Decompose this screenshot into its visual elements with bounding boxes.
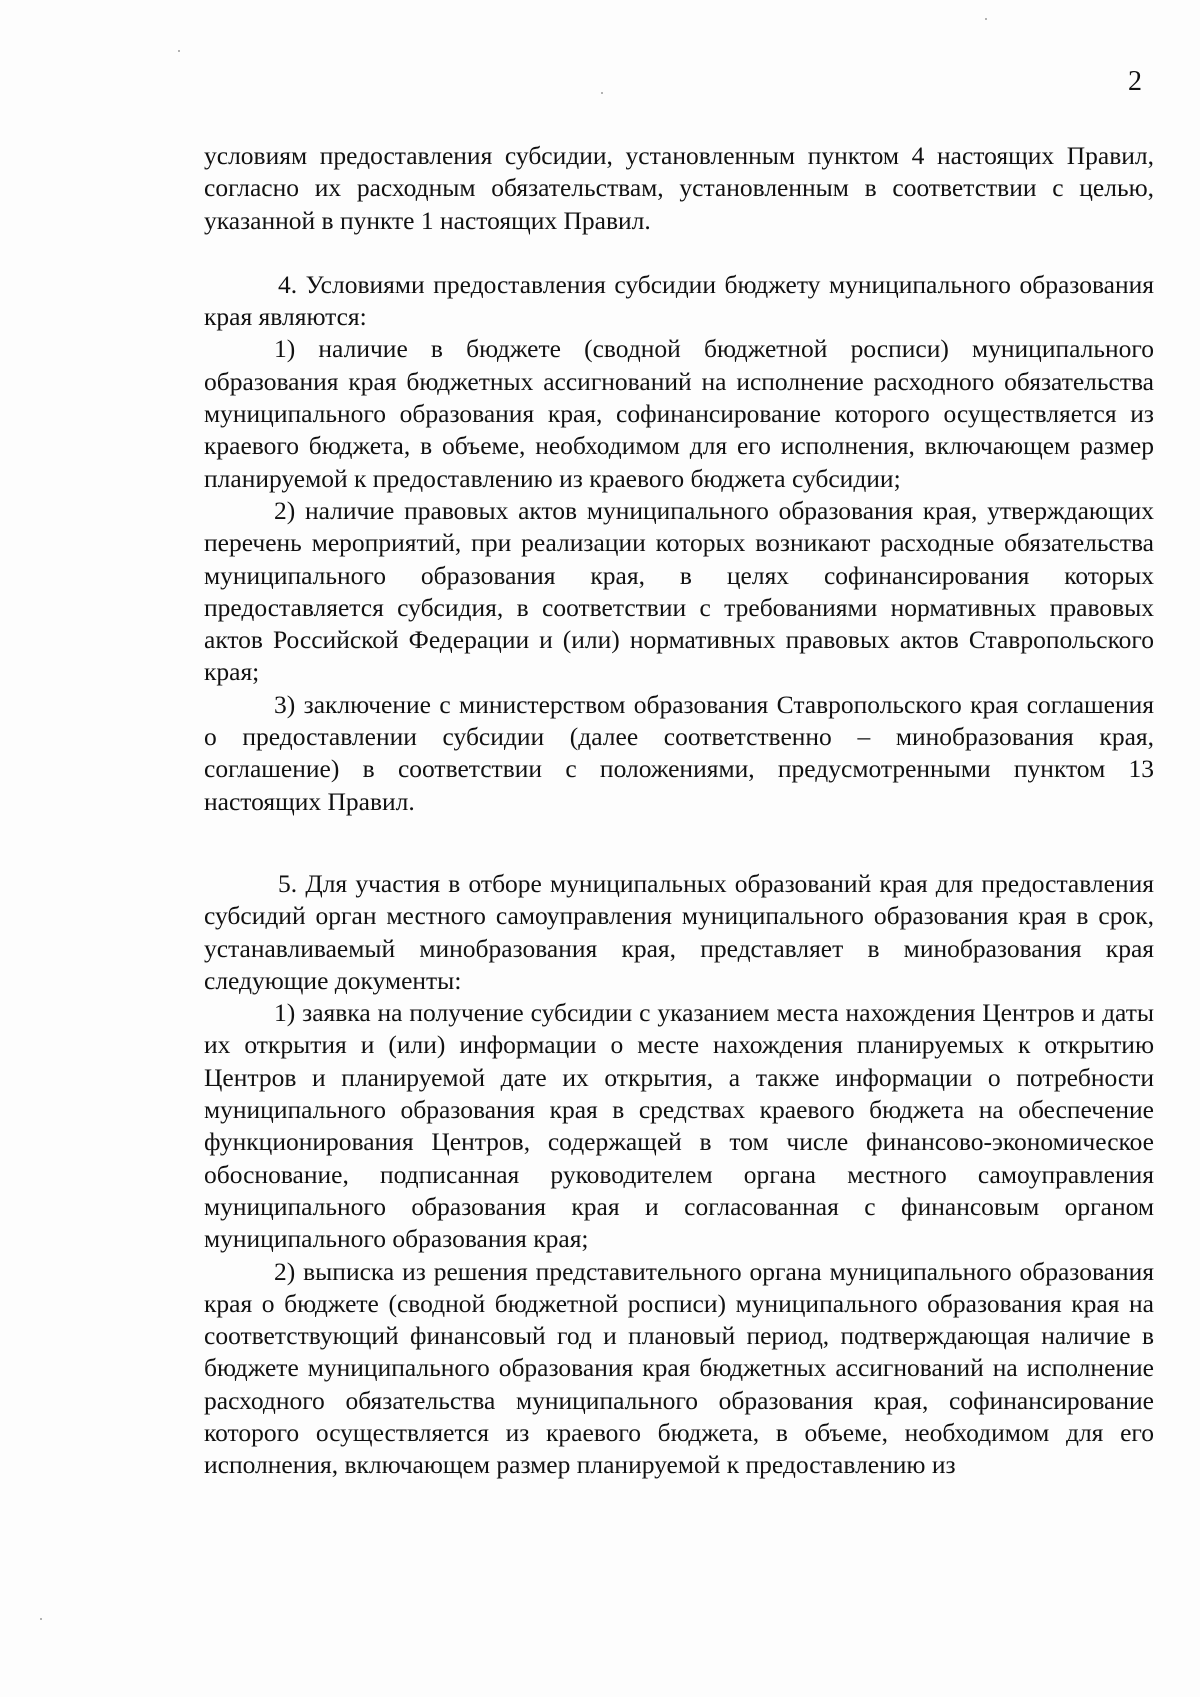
scan-speck: [178, 50, 180, 52]
section-5-heading: 5. Для участия в отборе муниципальных образований края для предоставления субсидий орган местного самоуправления муниципального образования края в срок, устанавливаемый минобразования края, представляет в минобразования края следующие документы:: [204, 868, 1154, 995]
scan-speck: [40, 1618, 42, 1620]
paragraph-continuation: условиям предоставления субсидии, установленным пунктом 4 настоящих Правил, согласно их расходным обязательствам, установленным в соответствии с целью, указанной в пункте 1 настоящих Правил.: [204, 141, 1154, 235]
document-body: [204, 140, 1154, 1482]
section-5-item-1: 1) заявка на получение субсидии с указанием места нахождения Центров и даты их открытия и (или) информации о месте нахождения планируемых к открытию Центров и планируемой дате их открытия, а также информации о потребности муниципального образования края в средствах краевого бюджета на обеспечение функционирования Центров, содержащей в том числе финансово-экономическое обоснование, подписанная руководителем органа местного самоуправления муниципального образования края и согласованная с финансовым органом муниципального образования края;: [204, 998, 1154, 1254]
section-4-heading: 4. Условиями предоставления субсидии бюджету муниципального образования края являются:: [204, 269, 1154, 332]
section-4-item-1: 1) наличие в бюджете (сводной бюджетной росписи) муниципального образования края бюджетных ассигнований на исполнение расходного обязательства муниципального образования края, софинансирование которого осуществляется из краевого бюджета, в объеме, необходимом для его исполнения, включающем размер планируемой к предоставлению из краевого бюджета субсидии;: [204, 334, 1154, 493]
page-number: 2: [1128, 66, 1142, 97]
scan-speck: [985, 18, 987, 20]
scan-speck: [601, 92, 603, 94]
section-4-item-3: 3) заключение с министерством образования Ставропольского края соглашения о предоставлении субсидии (далее соответственно – минобразования края, соглашение) в соответствии с положениями, предусмотренными пунктом 13 настоящих Правил.: [204, 689, 1154, 816]
section-5-item-2: 2) выписка из решения представительного органа муниципального образования края о бюджете (сводной бюджетной росписи) муниципального образования края на соответствующий финансовый год и плановый период, подтверждающая наличие в бюджете муниципального образования края бюджетных ассигнований на исполнение расходного обязательства муниципального образования края, софинансирование которого осуществляется из краевого бюджета, в объеме, необходимом для его исполнения, включающем размер планируемой к предоставлению из: [204, 1256, 1154, 1480]
section-4-item-2: 2) наличие правовых актов муниципального образования края, утверждающих перечень мероприятий, при реализации которых возникают расходные обязательства муниципального образования края, в целях софинансирования которых предоставляется субсидия, в соответствии с требованиями нормативных правовых актов Российской Федерации и (или) нормативных правовых актов Ставропольского края;: [204, 495, 1154, 687]
